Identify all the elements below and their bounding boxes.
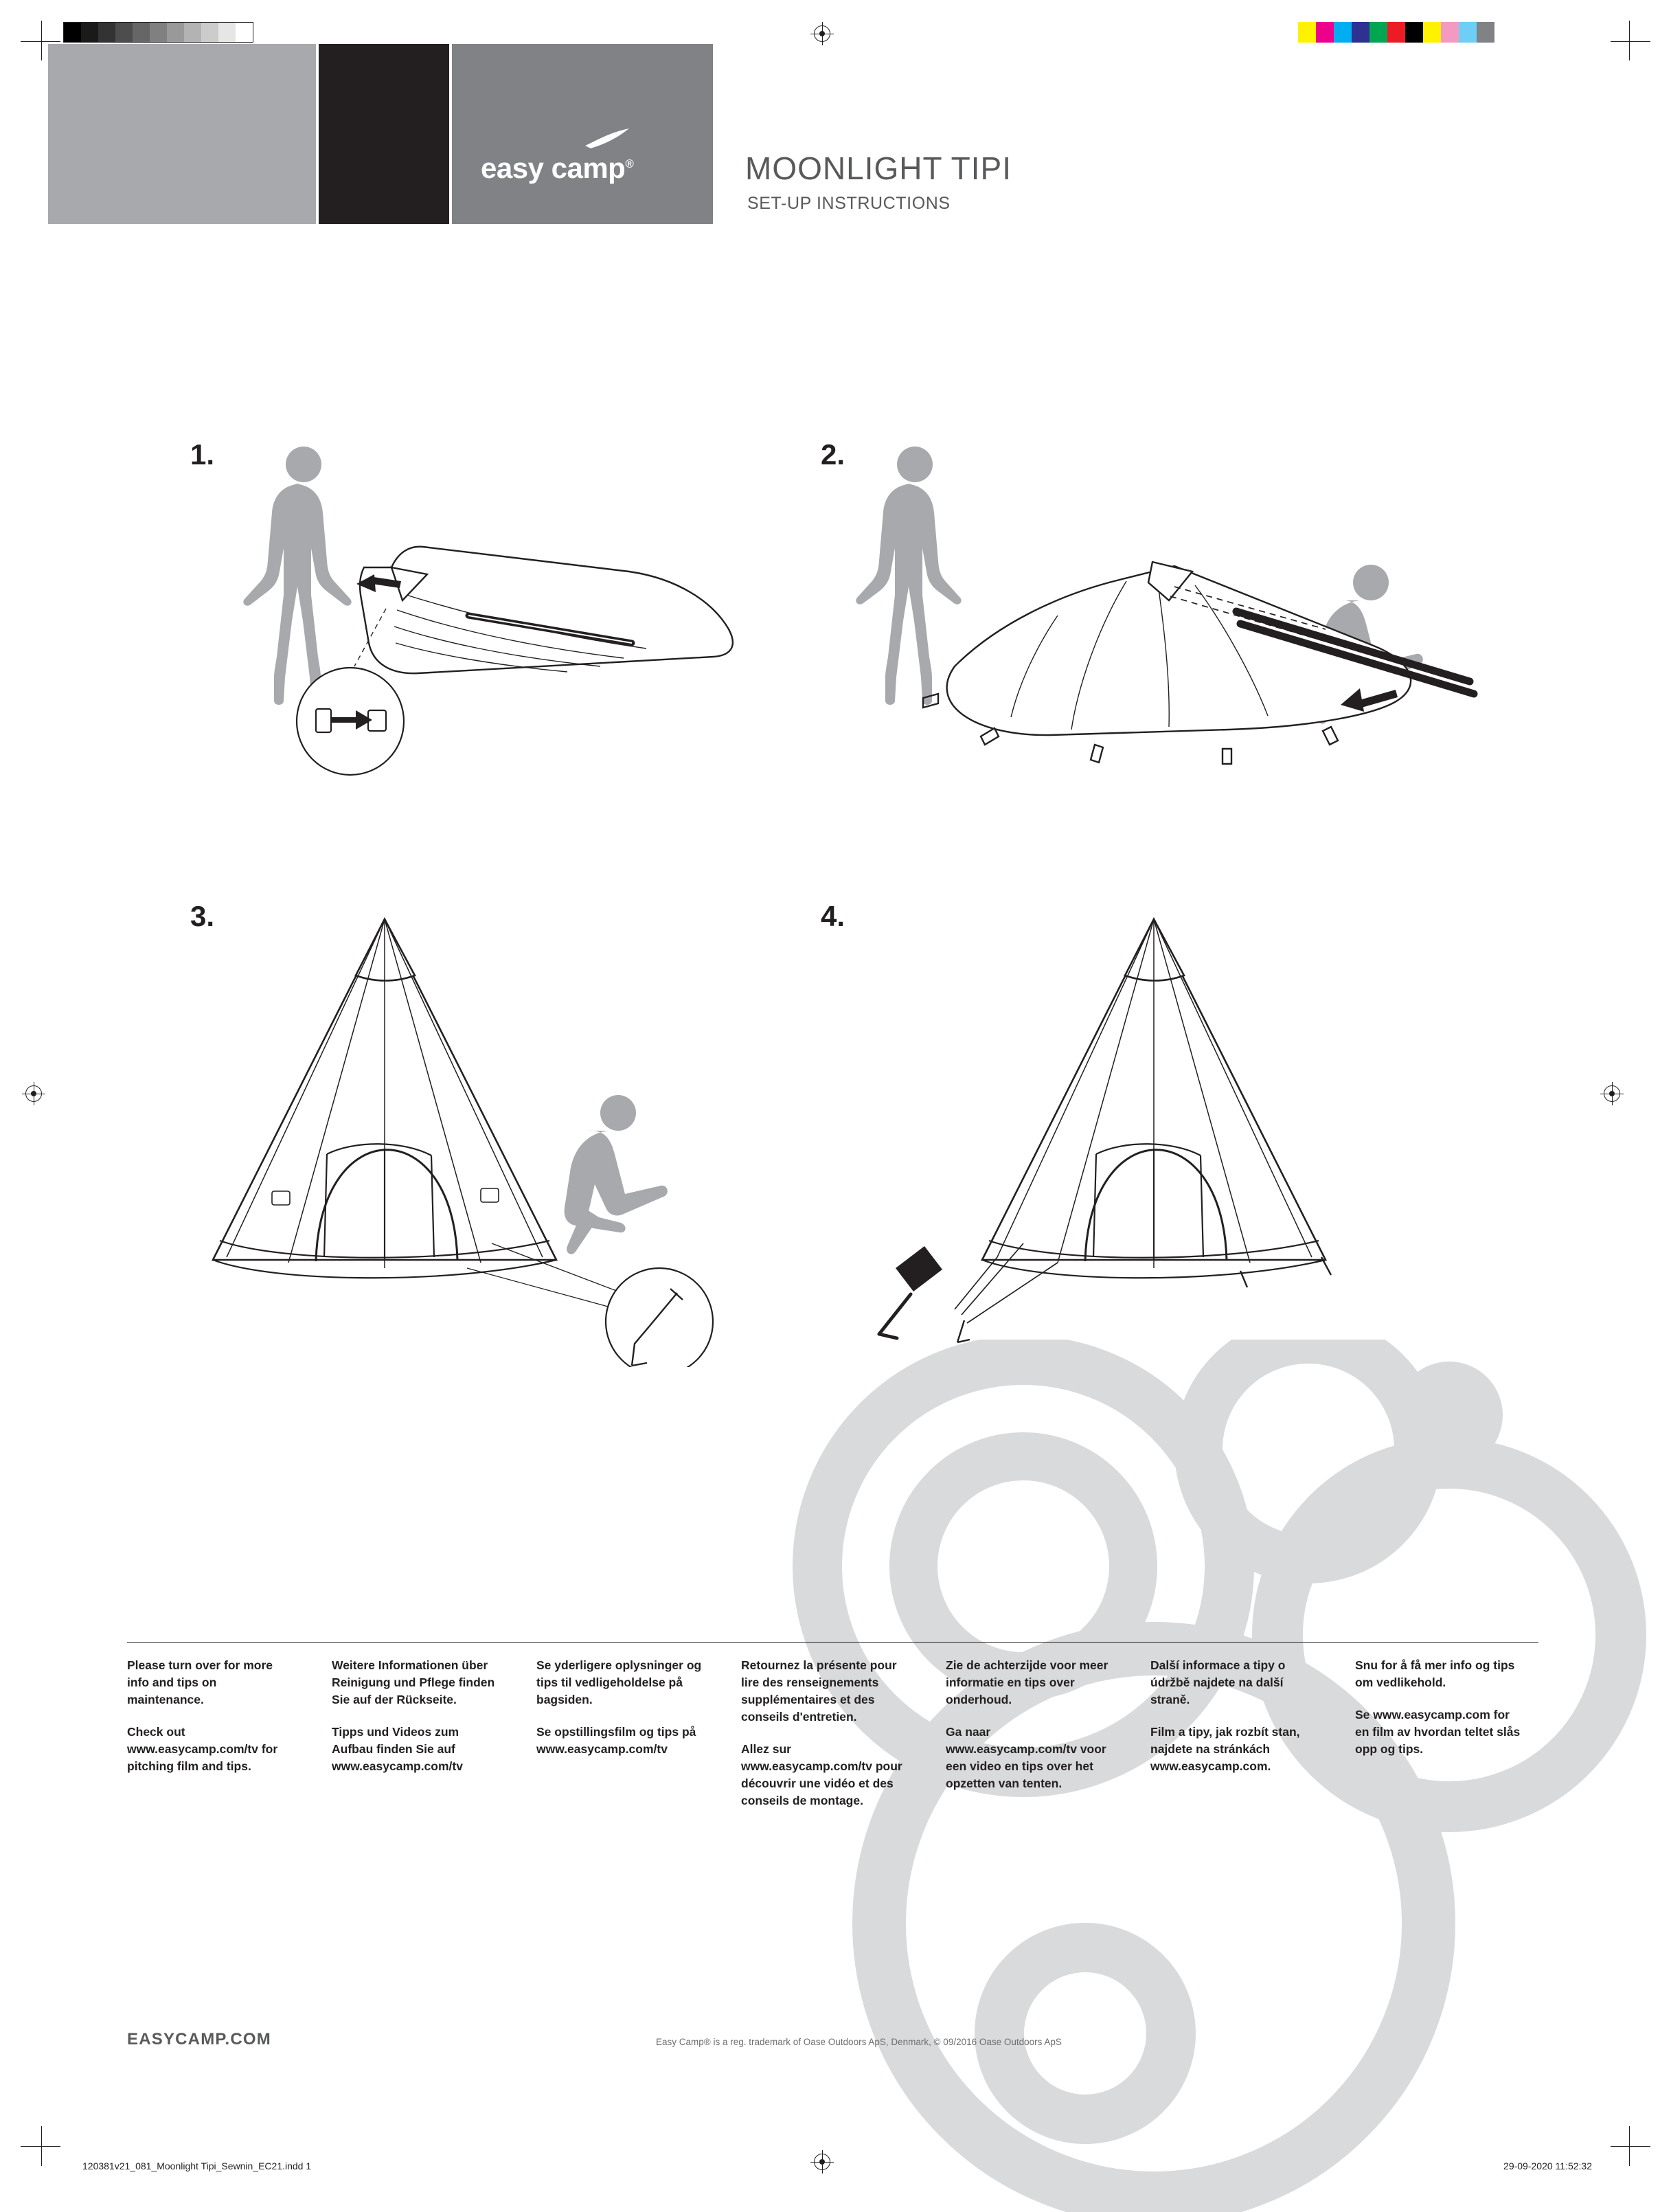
mallet-icon (879, 1246, 942, 1338)
crop-mark-top-left-h (41, 21, 42, 60)
footer-column-no (1355, 1657, 1523, 1773)
registration-target-top (810, 22, 834, 45)
step-4-number: 4. (821, 900, 845, 932)
footer-en-p1: Please turn over for more info and tips on maintenance. (127, 1658, 273, 1706)
footer-column-cs (1150, 1657, 1319, 1790)
footer-cs-p1: Další informace a tipy o údržbě najdete na další straně. (1150, 1658, 1286, 1706)
footer-cs-p2: Film a tipy, jak rozbít stan, najdete na stránkách www.easycamp.com. (1150, 1725, 1300, 1773)
footer-da-p1: Se yderligere oplysninger og tips til vedligeholdelse på bagsiden. (536, 1658, 702, 1706)
step-3-number: 3. (190, 900, 215, 932)
detail-callout-circle (297, 668, 404, 775)
footer-brand-url[interactable]: EASYCAMP.COM (127, 2030, 271, 2049)
footer-no-p2: Se www.easycamp.com for en film av hvordan teltet slås opp og tips. (1355, 1708, 1521, 1756)
footer-column-da (536, 1657, 705, 1773)
footer-de-p2: Tipps und Videos zum Aufbau finden Sie auf www.easycamp.com/tv (332, 1725, 463, 1773)
detail-callout-circle (606, 1268, 713, 1367)
footer-en-p2: Check out www.easycamp.com/tv for pitching film and tips. (127, 1725, 278, 1773)
print-date-info: 29-09-2020 11:52:32 (1503, 2160, 1592, 2171)
person-silhouette-crouching (565, 1095, 668, 1254)
footer-column-en (127, 1657, 295, 1790)
footer-fr-p2: Allez sur www.easycamp.com/tv pour découvrir une vidéo et des conseils de montage. (741, 1742, 902, 1807)
step-2-number: 2. (821, 438, 845, 471)
easy-camp-logo (481, 127, 680, 189)
crop-mark-top-right-h (1611, 41, 1650, 42)
print-file-info: 120381v21_081_Moonlight Tipi_Sewnin_EC21.indd 1 (82, 2160, 312, 2171)
crop-mark-bottom-right-h (1611, 2146, 1650, 2147)
crop-mark-top-right-v (1629, 21, 1630, 60)
footer-fr-p1: Retournez la présente pour lire des renseignements supplémentaires et des conseils d'entretien. (741, 1658, 897, 1724)
crop-mark-bottom-left-h (21, 2146, 60, 2147)
footer-nl-p1: Zie de achterzijde voor meer informatie en tips over onderhoud. (946, 1658, 1109, 1706)
footer-no-p1: Snu for å få mer info og tips om vedlikehold. (1355, 1658, 1515, 1689)
step-1-number: 1. (190, 438, 215, 471)
page-title: MOONLIGHT TIPI (745, 150, 1012, 186)
logo-wordmark: easy camp® (481, 152, 634, 184)
footer-column-de (332, 1657, 500, 1790)
registration-target-bottom (810, 2150, 834, 2174)
footer-divider (127, 1642, 1538, 1643)
step-1-illustration (227, 440, 810, 824)
step-4-illustration (852, 886, 1470, 1353)
crop-mark-top-left-v (21, 41, 60, 42)
person-silhouette (243, 447, 351, 705)
header-block-dark (319, 44, 449, 224)
header-block-light-grey (48, 44, 316, 224)
footer-column-nl (946, 1657, 1114, 1807)
footer-de-p1: Weitere Informationen über Reinigung und Pflege finden Sie auf der Rückseite. (332, 1658, 495, 1706)
step-3-illustration (179, 886, 783, 1367)
color-calibration-bar (1298, 22, 1494, 43)
greyscale-calibration-bar (63, 22, 253, 43)
registration-target-left (22, 1082, 45, 1105)
swoosh-icon (584, 127, 632, 150)
footer-legal-text: Easy Camp® is a reg. trademark of Oase Outdoors ApS, Denmark, © 09/2016 Oase Outdoors ApS (656, 2037, 1062, 2047)
registration-target-right (1600, 1082, 1624, 1105)
step-2-illustration (852, 440, 1504, 831)
footer-nl-p2: Ga naar www.easycamp.com/tv voor een video en tips over het opzetten van tenten. (946, 1725, 1106, 1790)
page-subtitle: SET-UP INSTRUCTIONS (747, 194, 951, 213)
footer-column-fr (741, 1657, 909, 1825)
footer-da-p2: Se opstillingsfilm og tips på www.easycamp.com/tv (536, 1725, 696, 1756)
person-silhouette-standing (856, 447, 961, 705)
